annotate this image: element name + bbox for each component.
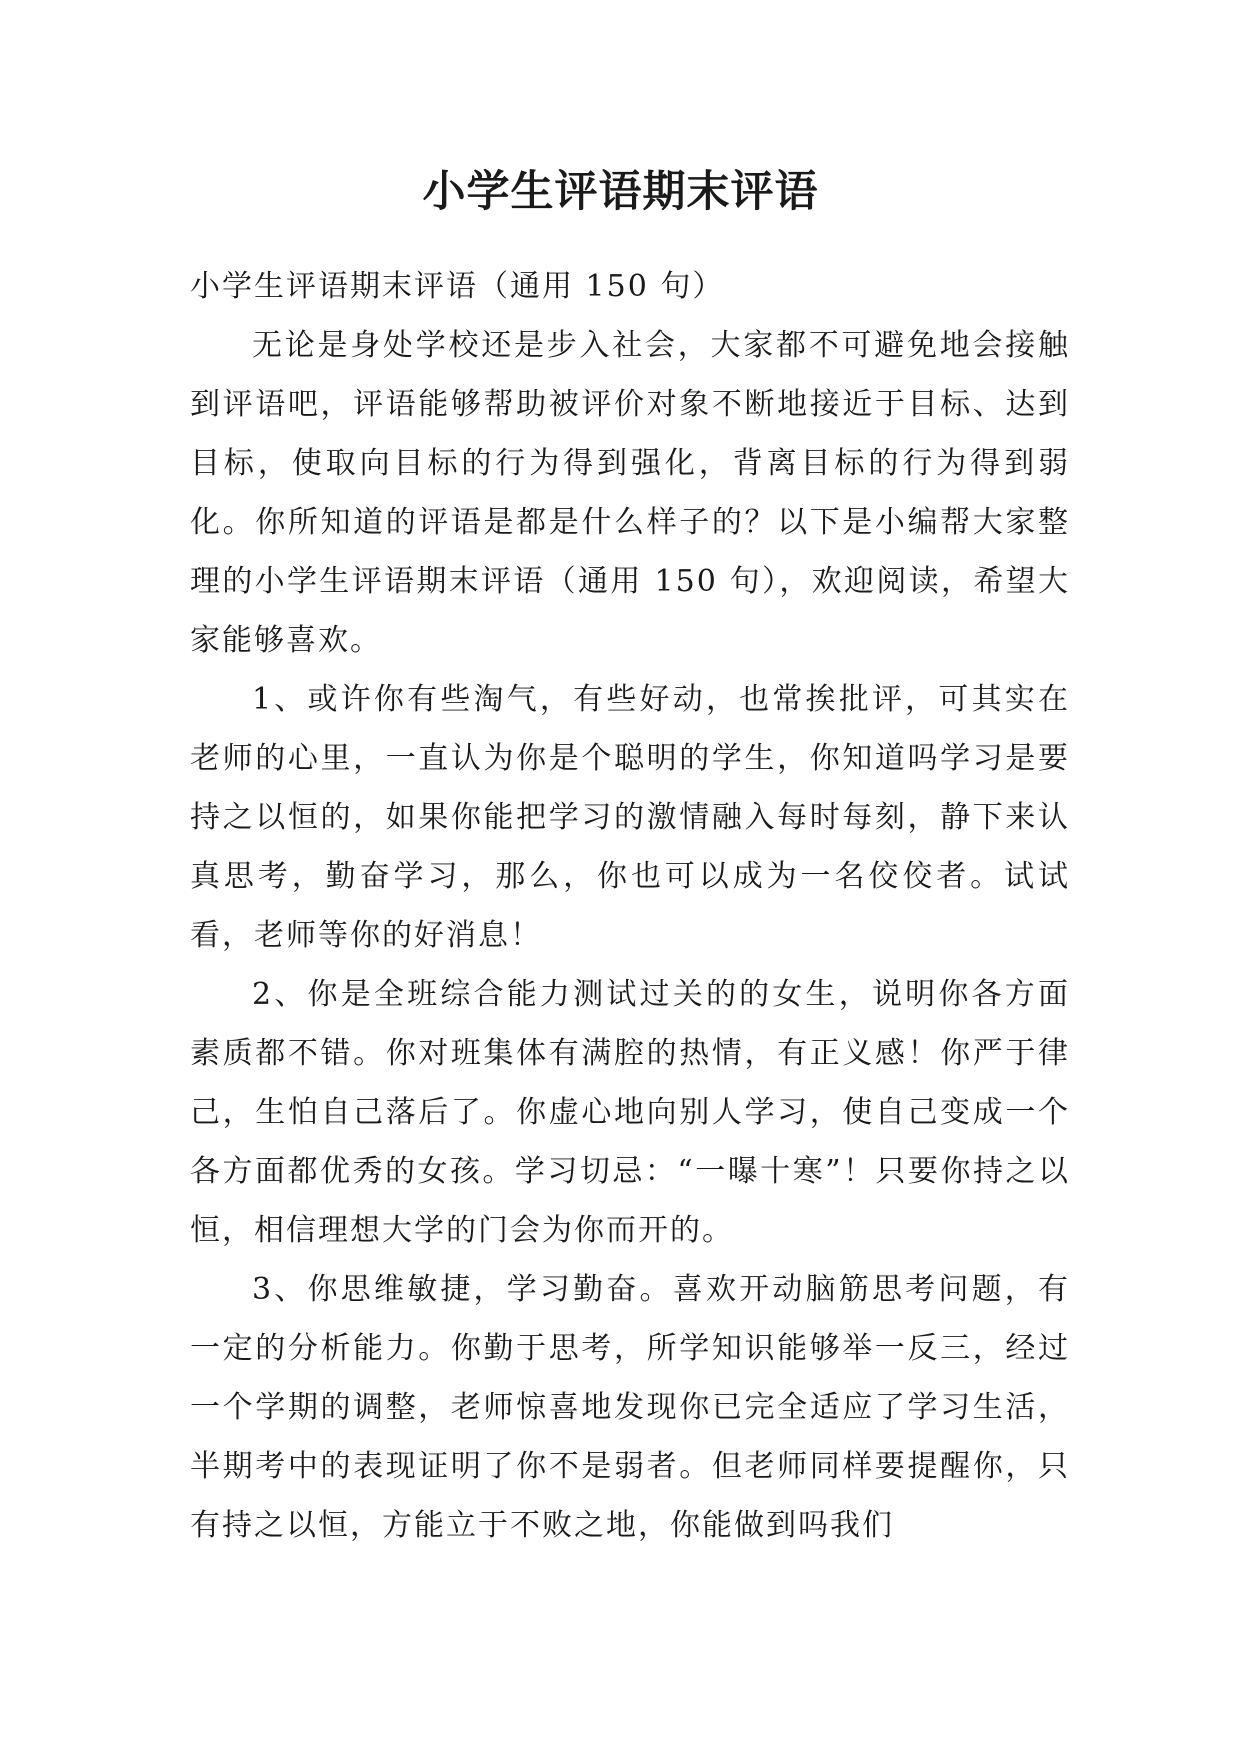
document-title: 小学生评语期末评语 bbox=[422, 167, 819, 217]
comment-paragraph-2: 2、你是全班综合能力测试过关的的女生，说明你各方面素质都不错。你对班集体有满腔的热情，有正义感！你严于律己，生怕自己落后了。你虚心地向别人学习，使自己变成一个各方面都优秀的女孩。学习切忌：“一曝十寒”！只要你持之以恒，相信理想大学的门会为你而开的。 bbox=[190, 977, 1070, 1248]
document-body bbox=[190, 257, 1070, 1555]
comment-paragraph-1: 1、或许你有些淘气，有些好动，也常挨批评，可其实在老师的心里，一直认为你是个聪明的学生，你知道吗学习是要持之以恒的，如果你能把学习的激情融入每时每刻，静下来认真思考，勤奋学习，那么，你也可以成为一名佼佼者。试试看，老师等你的好消息！ bbox=[190, 682, 1070, 953]
comment-paragraph-3: 3、你思维敏捷，学习勤奋。喜欢开动脑筋思考问题，有一定的分析能力。你勤于思考，所学知识能够举一反三，经过一个学期的调整，老师惊喜地发现你已完全适应了学习生活，半期考中的表现证明了你不是弱者。但老师同样要提醒你，只有持之以恒，方能立于不败之地，你能做到吗我们 bbox=[190, 1272, 1070, 1543]
intro-paragraph: 无论是身处学校还是步入社会，大家都不可避免地会接触到评语吧，评语能够帮助被评价对象不断地接近于目标、达到目标，使取向目标的行为得到强化，背离目标的行为得到弱化。你所知道的评语是都是什么样子的？以下是小编帮大家整理的小学生评语期末评语（通用 150 句），欢迎阅读，希望大家能够喜欢。 bbox=[190, 328, 1070, 658]
document-subtitle: 小学生评语期末评语（通用 150 句） bbox=[190, 269, 725, 304]
